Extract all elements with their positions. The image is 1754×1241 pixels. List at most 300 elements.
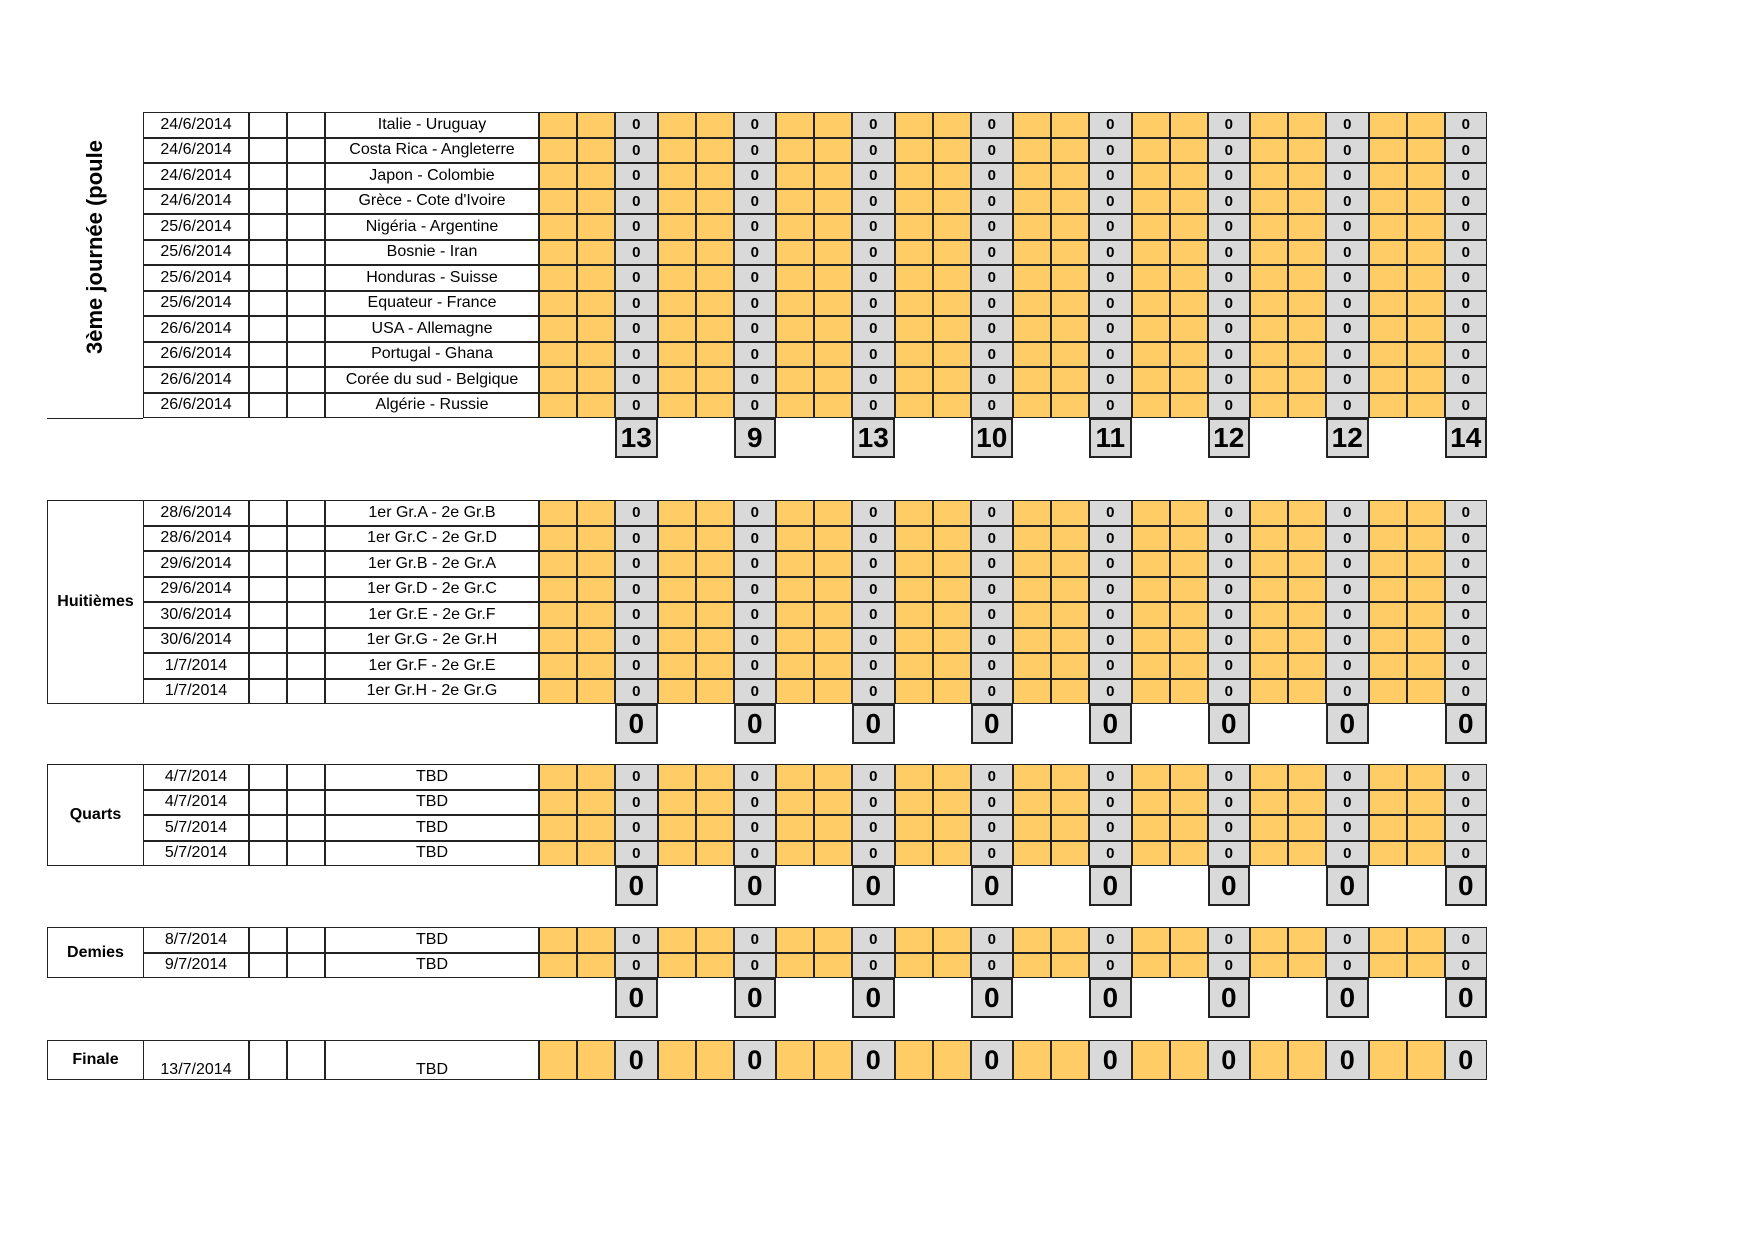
score-entry-home[interactable] bbox=[539, 551, 577, 577]
score-entry-home[interactable] bbox=[1013, 393, 1051, 419]
score-entry-away[interactable] bbox=[696, 653, 734, 679]
score-entry-away[interactable] bbox=[1051, 163, 1089, 189]
score-entry-home[interactable] bbox=[658, 138, 696, 164]
score-entry-home[interactable] bbox=[895, 138, 933, 164]
score-entry-home[interactable] bbox=[1013, 138, 1051, 164]
score-entry-away[interactable] bbox=[814, 163, 852, 189]
score-entry-away[interactable] bbox=[1288, 653, 1326, 679]
score-entry-away[interactable] bbox=[1051, 316, 1089, 342]
score-entry-home[interactable] bbox=[895, 393, 933, 419]
score-entry-home[interactable] bbox=[776, 526, 814, 552]
score-entry-away[interactable] bbox=[814, 551, 852, 577]
score-entry-home[interactable] bbox=[776, 393, 814, 419]
score-entry-home[interactable] bbox=[1369, 1040, 1407, 1080]
score-entry-away[interactable] bbox=[933, 265, 971, 291]
score-entry-away[interactable] bbox=[1288, 790, 1326, 816]
score-entry-away[interactable] bbox=[577, 679, 615, 705]
score-entry-home[interactable] bbox=[895, 577, 933, 603]
score-entry-home[interactable] bbox=[658, 653, 696, 679]
score-entry-away[interactable] bbox=[933, 112, 971, 138]
score-entry-home[interactable] bbox=[658, 764, 696, 790]
score-entry-home[interactable] bbox=[895, 342, 933, 368]
score-entry-away[interactable] bbox=[814, 393, 852, 419]
score-entry-away[interactable] bbox=[1407, 163, 1445, 189]
score-entry-away[interactable] bbox=[1170, 628, 1208, 654]
score-entry-away[interactable] bbox=[1407, 1040, 1445, 1080]
score-entry-home[interactable] bbox=[895, 1040, 933, 1080]
score-entry-home[interactable] bbox=[1250, 112, 1288, 138]
score-entry-away[interactable] bbox=[1288, 189, 1326, 215]
score-entry-away[interactable] bbox=[814, 653, 852, 679]
score-entry-away[interactable] bbox=[814, 790, 852, 816]
score-entry-away[interactable] bbox=[814, 214, 852, 240]
score-entry-away[interactable] bbox=[696, 815, 734, 841]
score-entry-away[interactable] bbox=[696, 112, 734, 138]
score-entry-home[interactable] bbox=[1132, 764, 1170, 790]
score-entry-home[interactable] bbox=[1013, 291, 1051, 317]
score-entry-away[interactable] bbox=[814, 265, 852, 291]
score-entry-home[interactable] bbox=[658, 679, 696, 705]
score-entry-away[interactable] bbox=[577, 1040, 615, 1080]
score-entry-away[interactable] bbox=[1288, 1040, 1326, 1080]
score-entry-home[interactable] bbox=[658, 953, 696, 979]
score-entry-away[interactable] bbox=[933, 841, 971, 867]
score-entry-away[interactable] bbox=[1051, 367, 1089, 393]
score-entry-home[interactable] bbox=[776, 342, 814, 368]
score-entry-away[interactable] bbox=[1407, 653, 1445, 679]
score-entry-home[interactable] bbox=[1132, 790, 1170, 816]
score-entry-home[interactable] bbox=[1250, 291, 1288, 317]
score-entry-away[interactable] bbox=[1170, 815, 1208, 841]
score-entry-home[interactable] bbox=[539, 628, 577, 654]
score-entry-away[interactable] bbox=[577, 265, 615, 291]
score-entry-away[interactable] bbox=[1051, 214, 1089, 240]
score-entry-away[interactable] bbox=[1407, 679, 1445, 705]
score-entry-home[interactable] bbox=[1132, 265, 1170, 291]
score-entry-away[interactable] bbox=[933, 815, 971, 841]
score-entry-away[interactable] bbox=[814, 953, 852, 979]
score-entry-away[interactable] bbox=[577, 112, 615, 138]
score-entry-home[interactable] bbox=[658, 265, 696, 291]
score-entry-home[interactable] bbox=[1132, 551, 1170, 577]
score-entry-home[interactable] bbox=[1250, 628, 1288, 654]
score-entry-away[interactable] bbox=[1051, 551, 1089, 577]
score-entry-away[interactable] bbox=[696, 342, 734, 368]
score-entry-home[interactable] bbox=[539, 189, 577, 215]
score-entry-away[interactable] bbox=[933, 291, 971, 317]
score-entry-away[interactable] bbox=[1051, 764, 1089, 790]
score-entry-away[interactable] bbox=[1170, 393, 1208, 419]
score-entry-home[interactable] bbox=[1369, 316, 1407, 342]
score-entry-away[interactable] bbox=[933, 764, 971, 790]
score-entry-home[interactable] bbox=[1013, 577, 1051, 603]
score-entry-home[interactable] bbox=[539, 214, 577, 240]
score-entry-home[interactable] bbox=[776, 653, 814, 679]
score-entry-home[interactable] bbox=[658, 189, 696, 215]
score-entry-away[interactable] bbox=[1051, 953, 1089, 979]
score-entry-home[interactable] bbox=[658, 393, 696, 419]
score-entry-away[interactable] bbox=[1288, 953, 1326, 979]
score-entry-home[interactable] bbox=[1132, 602, 1170, 628]
score-entry-home[interactable] bbox=[1369, 214, 1407, 240]
score-entry-home[interactable] bbox=[1013, 815, 1051, 841]
score-entry-away[interactable] bbox=[1170, 112, 1208, 138]
score-entry-away[interactable] bbox=[1051, 291, 1089, 317]
score-entry-home[interactable] bbox=[1132, 577, 1170, 603]
score-entry-home[interactable] bbox=[1132, 500, 1170, 526]
score-entry-home[interactable] bbox=[658, 1040, 696, 1080]
score-entry-home[interactable] bbox=[539, 265, 577, 291]
score-entry-away[interactable] bbox=[1288, 163, 1326, 189]
score-entry-away[interactable] bbox=[1051, 790, 1089, 816]
score-entry-home[interactable] bbox=[658, 240, 696, 266]
score-entry-home[interactable] bbox=[776, 927, 814, 953]
score-entry-away[interactable] bbox=[1407, 815, 1445, 841]
score-entry-home[interactable] bbox=[658, 927, 696, 953]
score-entry-away[interactable] bbox=[814, 291, 852, 317]
score-entry-away[interactable] bbox=[1288, 679, 1326, 705]
score-entry-home[interactable] bbox=[1132, 841, 1170, 867]
score-entry-home[interactable] bbox=[539, 316, 577, 342]
score-entry-home[interactable] bbox=[1250, 653, 1288, 679]
score-entry-away[interactable] bbox=[1407, 291, 1445, 317]
score-entry-away[interactable] bbox=[933, 526, 971, 552]
score-entry-home[interactable] bbox=[1250, 367, 1288, 393]
score-entry-home[interactable] bbox=[1250, 1040, 1288, 1080]
score-entry-away[interactable] bbox=[814, 602, 852, 628]
score-entry-away[interactable] bbox=[577, 653, 615, 679]
score-entry-away[interactable] bbox=[696, 841, 734, 867]
score-entry-home[interactable] bbox=[1013, 764, 1051, 790]
score-entry-away[interactable] bbox=[1288, 628, 1326, 654]
score-entry-home[interactable] bbox=[1250, 138, 1288, 164]
score-entry-home[interactable] bbox=[1369, 240, 1407, 266]
score-entry-away[interactable] bbox=[1288, 551, 1326, 577]
score-entry-away[interactable] bbox=[1170, 342, 1208, 368]
score-entry-away[interactable] bbox=[696, 927, 734, 953]
score-entry-away[interactable] bbox=[933, 551, 971, 577]
score-entry-home[interactable] bbox=[895, 265, 933, 291]
score-entry-away[interactable] bbox=[696, 240, 734, 266]
score-entry-home[interactable] bbox=[1250, 265, 1288, 291]
score-entry-away[interactable] bbox=[696, 764, 734, 790]
score-entry-home[interactable] bbox=[1013, 602, 1051, 628]
score-entry-home[interactable] bbox=[1250, 841, 1288, 867]
score-entry-home[interactable] bbox=[658, 790, 696, 816]
score-entry-away[interactable] bbox=[1407, 628, 1445, 654]
score-entry-home[interactable] bbox=[539, 679, 577, 705]
score-entry-home[interactable] bbox=[1369, 342, 1407, 368]
score-entry-away[interactable] bbox=[696, 1040, 734, 1080]
score-entry-away[interactable] bbox=[933, 653, 971, 679]
score-entry-away[interactable] bbox=[577, 551, 615, 577]
score-entry-home[interactable] bbox=[1132, 393, 1170, 419]
score-entry-away[interactable] bbox=[696, 138, 734, 164]
score-entry-home[interactable] bbox=[776, 790, 814, 816]
score-entry-home[interactable] bbox=[1250, 240, 1288, 266]
score-entry-home[interactable] bbox=[658, 841, 696, 867]
score-entry-home[interactable] bbox=[1369, 138, 1407, 164]
score-entry-home[interactable] bbox=[1369, 679, 1407, 705]
score-entry-away[interactable] bbox=[1407, 526, 1445, 552]
score-entry-away[interactable] bbox=[577, 393, 615, 419]
score-entry-home[interactable] bbox=[1132, 653, 1170, 679]
score-entry-home[interactable] bbox=[776, 316, 814, 342]
score-entry-home[interactable] bbox=[1369, 367, 1407, 393]
score-entry-home[interactable] bbox=[1013, 841, 1051, 867]
score-entry-home[interactable] bbox=[1250, 316, 1288, 342]
score-entry-away[interactable] bbox=[1051, 265, 1089, 291]
score-entry-home[interactable] bbox=[1013, 163, 1051, 189]
score-entry-away[interactable] bbox=[1407, 265, 1445, 291]
score-entry-away[interactable] bbox=[696, 189, 734, 215]
score-entry-away[interactable] bbox=[814, 1040, 852, 1080]
score-entry-home[interactable] bbox=[1013, 790, 1051, 816]
score-entry-home[interactable] bbox=[539, 953, 577, 979]
score-entry-away[interactable] bbox=[1288, 138, 1326, 164]
score-entry-away[interactable] bbox=[696, 577, 734, 603]
score-entry-home[interactable] bbox=[895, 316, 933, 342]
score-entry-home[interactable] bbox=[1132, 679, 1170, 705]
score-entry-home[interactable] bbox=[895, 367, 933, 393]
score-entry-away[interactable] bbox=[1407, 393, 1445, 419]
score-entry-away[interactable] bbox=[696, 393, 734, 419]
score-entry-home[interactable] bbox=[1250, 342, 1288, 368]
score-entry-away[interactable] bbox=[933, 342, 971, 368]
score-entry-away[interactable] bbox=[1051, 577, 1089, 603]
score-entry-home[interactable] bbox=[1369, 577, 1407, 603]
score-entry-home[interactable] bbox=[1250, 526, 1288, 552]
score-entry-away[interactable] bbox=[814, 342, 852, 368]
score-entry-away[interactable] bbox=[696, 526, 734, 552]
score-entry-away[interactable] bbox=[1407, 790, 1445, 816]
score-entry-home[interactable] bbox=[895, 291, 933, 317]
score-entry-away[interactable] bbox=[577, 602, 615, 628]
score-entry-home[interactable] bbox=[1250, 189, 1288, 215]
score-entry-home[interactable] bbox=[1369, 602, 1407, 628]
score-entry-away[interactable] bbox=[933, 367, 971, 393]
score-entry-home[interactable] bbox=[1369, 526, 1407, 552]
score-entry-home[interactable] bbox=[658, 551, 696, 577]
score-entry-home[interactable] bbox=[776, 367, 814, 393]
score-entry-home[interactable] bbox=[776, 628, 814, 654]
score-entry-away[interactable] bbox=[1170, 764, 1208, 790]
score-entry-home[interactable] bbox=[1013, 342, 1051, 368]
score-entry-home[interactable] bbox=[658, 316, 696, 342]
score-entry-away[interactable] bbox=[696, 214, 734, 240]
score-entry-home[interactable] bbox=[1250, 163, 1288, 189]
score-entry-away[interactable] bbox=[814, 841, 852, 867]
score-entry-away[interactable] bbox=[814, 679, 852, 705]
score-entry-home[interactable] bbox=[1013, 653, 1051, 679]
score-entry-home[interactable] bbox=[1369, 112, 1407, 138]
score-entry-home[interactable] bbox=[658, 526, 696, 552]
score-entry-away[interactable] bbox=[1170, 577, 1208, 603]
score-entry-home[interactable] bbox=[895, 653, 933, 679]
score-entry-home[interactable] bbox=[539, 291, 577, 317]
score-entry-away[interactable] bbox=[933, 953, 971, 979]
score-entry-home[interactable] bbox=[895, 500, 933, 526]
score-entry-away[interactable] bbox=[1170, 602, 1208, 628]
score-entry-home[interactable] bbox=[539, 163, 577, 189]
score-entry-away[interactable] bbox=[1288, 393, 1326, 419]
score-entry-away[interactable] bbox=[696, 163, 734, 189]
score-entry-home[interactable] bbox=[1369, 927, 1407, 953]
score-entry-away[interactable] bbox=[1170, 953, 1208, 979]
score-entry-away[interactable] bbox=[933, 393, 971, 419]
score-entry-away[interactable] bbox=[696, 500, 734, 526]
score-entry-away[interactable] bbox=[696, 291, 734, 317]
score-entry-away[interactable] bbox=[1407, 602, 1445, 628]
score-entry-home[interactable] bbox=[895, 163, 933, 189]
score-entry-home[interactable] bbox=[1132, 291, 1170, 317]
score-entry-away[interactable] bbox=[1051, 815, 1089, 841]
score-entry-away[interactable] bbox=[1170, 679, 1208, 705]
score-entry-away[interactable] bbox=[933, 602, 971, 628]
score-entry-away[interactable] bbox=[1170, 526, 1208, 552]
score-entry-away[interactable] bbox=[1288, 265, 1326, 291]
score-entry-away[interactable] bbox=[1288, 316, 1326, 342]
score-entry-away[interactable] bbox=[1407, 927, 1445, 953]
score-entry-home[interactable] bbox=[776, 953, 814, 979]
score-entry-away[interactable] bbox=[933, 163, 971, 189]
score-entry-home[interactable] bbox=[1369, 189, 1407, 215]
score-entry-away[interactable] bbox=[577, 240, 615, 266]
score-entry-home[interactable] bbox=[1013, 551, 1051, 577]
score-entry-away[interactable] bbox=[577, 927, 615, 953]
score-entry-home[interactable] bbox=[776, 189, 814, 215]
score-entry-away[interactable] bbox=[1170, 551, 1208, 577]
score-entry-away[interactable] bbox=[1288, 500, 1326, 526]
score-entry-away[interactable] bbox=[814, 240, 852, 266]
score-entry-away[interactable] bbox=[577, 291, 615, 317]
score-entry-home[interactable] bbox=[1369, 291, 1407, 317]
score-entry-away[interactable] bbox=[1288, 342, 1326, 368]
score-entry-away[interactable] bbox=[1407, 953, 1445, 979]
score-entry-home[interactable] bbox=[776, 265, 814, 291]
score-entry-away[interactable] bbox=[814, 815, 852, 841]
score-entry-away[interactable] bbox=[577, 628, 615, 654]
score-entry-away[interactable] bbox=[1288, 526, 1326, 552]
score-entry-home[interactable] bbox=[1132, 112, 1170, 138]
score-entry-home[interactable] bbox=[1369, 790, 1407, 816]
score-entry-away[interactable] bbox=[577, 790, 615, 816]
score-entry-away[interactable] bbox=[1170, 240, 1208, 266]
score-entry-home[interactable] bbox=[539, 1040, 577, 1080]
score-entry-home[interactable] bbox=[895, 112, 933, 138]
score-entry-home[interactable] bbox=[895, 526, 933, 552]
score-entry-away[interactable] bbox=[814, 316, 852, 342]
score-entry-away[interactable] bbox=[1288, 240, 1326, 266]
score-entry-away[interactable] bbox=[1407, 342, 1445, 368]
score-entry-away[interactable] bbox=[1170, 790, 1208, 816]
score-entry-home[interactable] bbox=[895, 953, 933, 979]
score-entry-home[interactable] bbox=[776, 577, 814, 603]
score-entry-home[interactable] bbox=[539, 653, 577, 679]
score-entry-away[interactable] bbox=[1170, 214, 1208, 240]
score-entry-away[interactable] bbox=[1170, 1040, 1208, 1080]
score-entry-away[interactable] bbox=[577, 815, 615, 841]
score-entry-away[interactable] bbox=[814, 189, 852, 215]
score-entry-away[interactable] bbox=[1407, 367, 1445, 393]
score-entry-home[interactable] bbox=[1132, 316, 1170, 342]
score-entry-home[interactable] bbox=[1250, 764, 1288, 790]
score-entry-away[interactable] bbox=[1051, 602, 1089, 628]
score-entry-home[interactable] bbox=[1250, 577, 1288, 603]
score-entry-away[interactable] bbox=[933, 679, 971, 705]
score-entry-away[interactable] bbox=[577, 342, 615, 368]
score-entry-away[interactable] bbox=[696, 953, 734, 979]
score-entry-home[interactable] bbox=[895, 790, 933, 816]
score-entry-home[interactable] bbox=[1250, 393, 1288, 419]
score-entry-away[interactable] bbox=[933, 790, 971, 816]
score-entry-home[interactable] bbox=[776, 602, 814, 628]
score-entry-away[interactable] bbox=[577, 577, 615, 603]
score-entry-away[interactable] bbox=[696, 265, 734, 291]
score-entry-away[interactable] bbox=[814, 367, 852, 393]
score-entry-home[interactable] bbox=[895, 841, 933, 867]
score-entry-home[interactable] bbox=[1132, 138, 1170, 164]
score-entry-away[interactable] bbox=[696, 602, 734, 628]
score-entry-away[interactable] bbox=[1170, 138, 1208, 164]
score-entry-away[interactable] bbox=[696, 679, 734, 705]
score-entry-home[interactable] bbox=[539, 815, 577, 841]
score-entry-away[interactable] bbox=[814, 927, 852, 953]
score-entry-home[interactable] bbox=[658, 602, 696, 628]
score-entry-home[interactable] bbox=[658, 163, 696, 189]
score-entry-away[interactable] bbox=[577, 138, 615, 164]
score-entry-home[interactable] bbox=[658, 815, 696, 841]
score-entry-away[interactable] bbox=[933, 316, 971, 342]
score-entry-away[interactable] bbox=[1051, 189, 1089, 215]
score-entry-home[interactable] bbox=[1132, 628, 1170, 654]
score-entry-home[interactable] bbox=[895, 815, 933, 841]
score-entry-away[interactable] bbox=[696, 551, 734, 577]
score-entry-home[interactable] bbox=[539, 367, 577, 393]
score-entry-home[interactable] bbox=[658, 500, 696, 526]
score-entry-home[interactable] bbox=[539, 577, 577, 603]
score-entry-home[interactable] bbox=[539, 393, 577, 419]
score-entry-home[interactable] bbox=[658, 367, 696, 393]
score-entry-away[interactable] bbox=[933, 628, 971, 654]
score-entry-home[interactable] bbox=[1132, 240, 1170, 266]
score-entry-away[interactable] bbox=[1288, 764, 1326, 790]
score-entry-home[interactable] bbox=[539, 342, 577, 368]
score-entry-home[interactable] bbox=[1369, 551, 1407, 577]
score-entry-home[interactable] bbox=[539, 138, 577, 164]
score-entry-away[interactable] bbox=[577, 841, 615, 867]
score-entry-home[interactable] bbox=[1369, 653, 1407, 679]
score-entry-home[interactable] bbox=[1250, 953, 1288, 979]
score-entry-home[interactable] bbox=[1013, 316, 1051, 342]
score-entry-away[interactable] bbox=[1051, 1040, 1089, 1080]
score-entry-home[interactable] bbox=[1132, 526, 1170, 552]
score-entry-home[interactable] bbox=[658, 628, 696, 654]
score-entry-home[interactable] bbox=[895, 189, 933, 215]
score-entry-away[interactable] bbox=[814, 526, 852, 552]
score-entry-away[interactable] bbox=[814, 628, 852, 654]
score-entry-away[interactable] bbox=[1407, 841, 1445, 867]
score-entry-away[interactable] bbox=[933, 138, 971, 164]
score-entry-away[interactable] bbox=[577, 500, 615, 526]
score-entry-home[interactable] bbox=[1013, 112, 1051, 138]
score-entry-away[interactable] bbox=[1051, 138, 1089, 164]
score-entry-home[interactable] bbox=[1250, 500, 1288, 526]
score-entry-home[interactable] bbox=[1250, 927, 1288, 953]
score-entry-away[interactable] bbox=[696, 790, 734, 816]
score-entry-home[interactable] bbox=[1132, 927, 1170, 953]
score-entry-home[interactable] bbox=[895, 240, 933, 266]
